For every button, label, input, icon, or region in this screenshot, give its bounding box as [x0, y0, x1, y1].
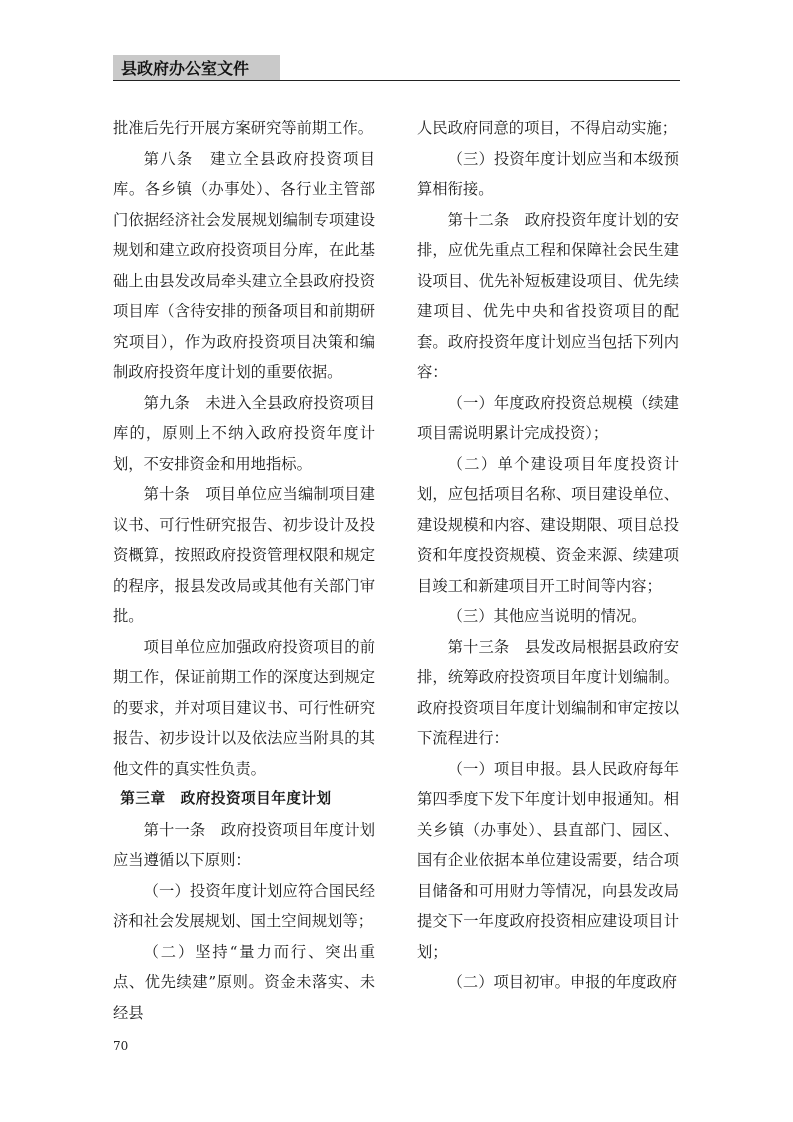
right-column — [417, 113, 679, 998]
page-number: 70 — [113, 1039, 129, 1053]
chapter-heading: 第三章 政府投资项目年度计划 — [120, 790, 332, 807]
paragraph-article-12: 第十二条 政府投资年度计划的安排，应优先重点工程和保障社会民生建设项目、优先补短板建设项目、优先续建项目、优先中央和省投资项目的配套。政府投资年度计划应当包括下列内容： — [417, 210, 679, 381]
paragraph-continuation: 批准后先行开展方案研究等前期工作。 — [113, 119, 374, 137]
paragraph-article-13: 第十三条 县发改局根据县政府安排，统筹政府投资项目年度计划编制。政府投资项目年度计划编制和审定按以下流程进行： — [417, 637, 679, 747]
paragraph-continuation: 人民政府同意的项目，不得启动实施； — [417, 119, 678, 137]
paragraph-article-12-item-1: （一）年度政府投资总规模（续建项目需说明累计完成投资）； — [417, 393, 679, 442]
paragraph-article-12-item-3: （三）其他应当说明的情况。 — [447, 607, 647, 625]
document-header-title: 县政府办公室文件 — [121, 59, 250, 78]
paragraph-article-11-item-1: （一）投资年度计划应符合国民经济和社会发展规划、国土空间规划等； — [113, 881, 375, 930]
paragraph-article-12-item-2: （二）单个建设项目年度投资计划，应包括项目名称、项目建设单位、建设规模和内容、建设期限、项目总投资和年度投资规模、资金来源、续建项目竣工和新建项目开工时间等内容； — [417, 454, 679, 595]
paragraph-article-13-item-1: （一）项目申报。县人民政府每年第四季度下发下年度计划申报通知。相关乡镇（办事处）、县直部门、园区、国有企业依据本单位建设需要，结合项目储备和可用财力等情况，向县发改局提交下一年度政府投资相应建设项目计划； — [417, 759, 679, 961]
left-column — [113, 113, 375, 1028]
paragraph-article-11-item-2: （二）坚持“量力而行、突出重点、优先续建”原则。资金未落实、未经县 — [113, 942, 375, 1022]
paragraph-article-10: 第十条 项目单位应当编制项目建议书、可行性研究报告、初步设计及投资概算，按照政府投资管理权限和规定的程序，报县发改局或其他有关部门审批。 — [113, 485, 375, 625]
paragraph-article-11: 第十一条 政府投资项目年度计划应当遵循以下原则： — [113, 820, 375, 869]
paragraph-article-10-cont: 项目单位应加强政府投资项目的前期工作，保证前期工作的深度达到规定的要求，并对项目建议书、可行性研究报告、初步设计以及依法应当附具的其他文件的真实性负责。 — [113, 637, 375, 778]
paragraph-article-11-item-3: （三）投资年度计划应当和本级预算相衔接。 — [417, 149, 679, 198]
paragraph-article-9: 第九条 未进入全县政府投资项目库的，原则上不纳入政府投资年度计划，不安排资金和用地指标。 — [113, 393, 375, 473]
paragraph-article-13-item-2: （二）项目初审。申报的年度政府 — [447, 973, 678, 991]
paragraph-article-8: 第八条 建立全县政府投资项目库。各乡镇（办事处）、各行业主管部门依据经济社会发展规划编制专项建设规划和建立政府投资项目分库，在此基础上由县发改局牵头建立全县政府投资项目库（含待安排的预备项目和前期研究项目），作为政府投资项目决策和编制政府投资年度计划的重要依据。 — [113, 149, 375, 381]
header-rule — [113, 80, 680, 81]
